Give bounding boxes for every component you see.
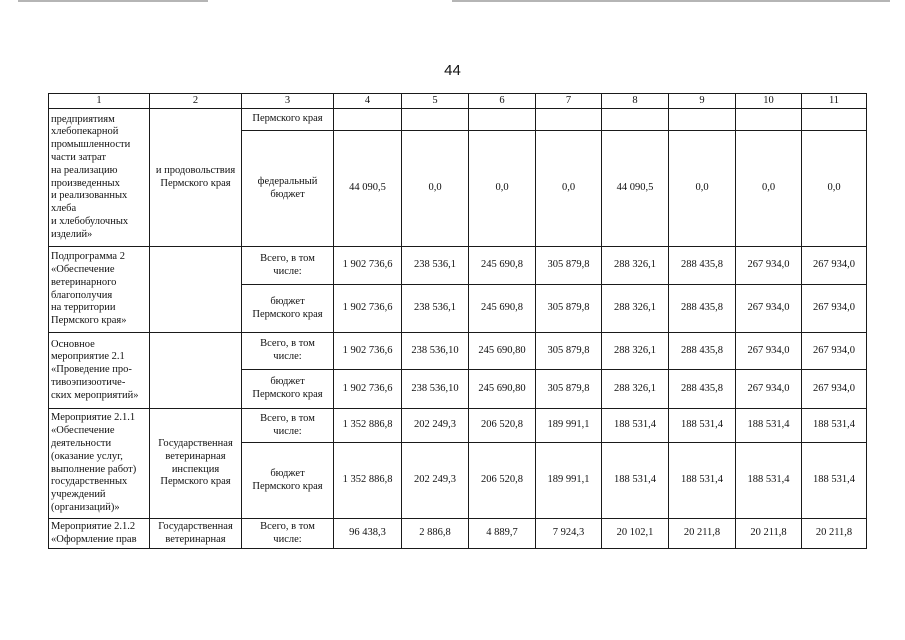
amount-cell: 7 924,3 bbox=[536, 519, 602, 549]
amount-cell: 188 531,4 bbox=[669, 443, 736, 519]
amount-cell: 267 934,0 bbox=[802, 285, 867, 333]
amount-cell: 288 326,1 bbox=[602, 370, 669, 409]
amount-cell: 267 934,0 bbox=[736, 333, 802, 370]
amount-cell: 267 934,0 bbox=[802, 333, 867, 370]
amount-cell: 0,0 bbox=[536, 131, 602, 247]
cell-line: промышленности bbox=[51, 139, 131, 151]
amount-cell: 245 690,8 bbox=[469, 247, 536, 285]
amount-cell: 267 934,0 bbox=[802, 370, 867, 409]
cell-line: «Проведение про- bbox=[51, 364, 132, 376]
amount-cell: 189 991,1 bbox=[536, 443, 602, 519]
cell-line: «Оформление прав bbox=[51, 533, 137, 545]
amount-cell bbox=[802, 109, 867, 131]
amount-cell: 238 536,1 bbox=[402, 285, 469, 333]
amount-cell: 189 991,1 bbox=[536, 409, 602, 443]
cell-line: «Обеспечение bbox=[51, 263, 115, 275]
program-name-cell bbox=[49, 109, 150, 247]
column-number: 2 bbox=[150, 94, 242, 109]
cell-line: ветеринарная bbox=[165, 450, 226, 462]
executor-cell bbox=[150, 333, 242, 409]
cell-line: числе: bbox=[273, 425, 302, 437]
program-name-cell bbox=[49, 519, 150, 549]
amount-cell: 188 531,4 bbox=[802, 409, 867, 443]
cell-line: Всего, в том bbox=[260, 520, 315, 532]
cell-line: части затрат bbox=[51, 151, 106, 163]
cell-line: на территории bbox=[51, 302, 116, 314]
amount-cell: 0,0 bbox=[469, 131, 536, 247]
cell-line: бюджет bbox=[270, 188, 305, 200]
cell-line: (организаций)» bbox=[51, 501, 120, 513]
amount-cell: 267 934,0 bbox=[736, 285, 802, 333]
funding-source-cell bbox=[242, 519, 334, 549]
amount-cell: 267 934,0 bbox=[736, 247, 802, 285]
cell-line: и продовольствия bbox=[155, 164, 236, 176]
amount-cell: 96 438,3 bbox=[334, 519, 402, 549]
cell-line: тивоэпизоотиче- bbox=[51, 376, 126, 388]
amount-cell: 245 690,80 bbox=[469, 333, 536, 370]
amount-cell: 305 879,8 bbox=[536, 333, 602, 370]
amount-cell: 288 326,1 bbox=[602, 285, 669, 333]
cell-line: числе: bbox=[273, 265, 302, 277]
amount-cell: 288 435,8 bbox=[669, 333, 736, 370]
amount-cell: 1 902 736,6 bbox=[334, 247, 402, 285]
cell-line: Пермского края bbox=[160, 476, 231, 488]
funding-source-cell bbox=[242, 109, 334, 131]
column-number: 7 bbox=[536, 94, 602, 109]
cell-line: Мероприятие 2.1.1 bbox=[51, 412, 136, 424]
executor-cell bbox=[150, 247, 242, 333]
amount-cell: 0,0 bbox=[669, 131, 736, 247]
amount-cell: 1 902 736,6 bbox=[334, 285, 402, 333]
funding-source-cell bbox=[242, 333, 334, 370]
amount-cell: 288 435,8 bbox=[669, 285, 736, 333]
cell-line: Пермского края bbox=[252, 389, 323, 400]
program-name-cell bbox=[49, 333, 150, 409]
cell-line: Всего, в том bbox=[260, 412, 315, 424]
cell-line: «Обеспечение bbox=[51, 425, 115, 437]
table-row bbox=[49, 409, 867, 443]
amount-cell: 238 536,10 bbox=[402, 333, 469, 370]
amount-cell: 1 902 736,6 bbox=[334, 370, 402, 409]
amount-cell: 288 326,1 bbox=[602, 333, 669, 370]
amount-cell bbox=[402, 109, 469, 131]
amount-cell: 1 352 886,8 bbox=[334, 409, 402, 443]
cell-line: бюджет bbox=[270, 295, 305, 307]
amount-cell: 0,0 bbox=[402, 131, 469, 247]
amount-cell bbox=[469, 109, 536, 131]
amount-cell: 0,0 bbox=[736, 131, 802, 247]
funding-source-cell bbox=[242, 285, 334, 333]
amount-cell: 188 531,4 bbox=[802, 443, 867, 519]
amount-cell: 267 934,0 bbox=[802, 247, 867, 285]
amount-cell: 20 211,8 bbox=[736, 519, 802, 549]
cell-line: числе: bbox=[273, 533, 302, 545]
amount-cell: 202 249,3 bbox=[402, 409, 469, 443]
amount-cell: 245 690,8 bbox=[469, 285, 536, 333]
cell-line: деятельности bbox=[51, 437, 112, 449]
cell-line: государственных bbox=[51, 476, 128, 488]
amount-cell: 1 902 736,6 bbox=[334, 333, 402, 370]
cell-line: ских мероприятий» bbox=[51, 389, 139, 401]
amount-cell bbox=[536, 109, 602, 131]
cell-line: благополучия bbox=[51, 289, 113, 301]
amount-cell: 267 934,0 bbox=[736, 370, 802, 409]
table-row bbox=[49, 333, 867, 370]
page-number: 44 bbox=[444, 62, 461, 79]
cell-line: Государственная bbox=[158, 520, 233, 532]
amount-cell bbox=[602, 109, 669, 131]
cell-line: мероприятие 2.1 bbox=[51, 351, 125, 363]
cell-line: произведенных bbox=[51, 177, 120, 189]
cell-line: Пермского края bbox=[252, 113, 323, 125]
amount-cell bbox=[334, 109, 402, 131]
amount-cell: 1 352 886,8 bbox=[334, 443, 402, 519]
cell-line: выполнение работ) bbox=[51, 463, 137, 475]
column-number-row bbox=[49, 94, 867, 109]
amount-cell: 206 520,8 bbox=[469, 409, 536, 443]
funding-source-cell bbox=[242, 247, 334, 285]
amount-cell: 20 211,8 bbox=[669, 519, 736, 549]
column-number: 11 bbox=[802, 94, 867, 109]
amount-cell: 44 090,5 bbox=[602, 131, 669, 247]
amount-cell bbox=[736, 109, 802, 131]
funding-source-cell bbox=[242, 409, 334, 443]
amount-cell: 44 090,5 bbox=[334, 131, 402, 247]
amount-cell: 245 690,80 bbox=[469, 370, 536, 409]
top-rule-left bbox=[18, 0, 208, 2]
program-name-cell bbox=[49, 409, 150, 519]
amount-cell: 20 211,8 bbox=[802, 519, 867, 549]
amount-cell: 288 435,8 bbox=[669, 247, 736, 285]
cell-line: и хлебобулочных bbox=[51, 215, 129, 227]
cell-line: Подпрограмма 2 bbox=[51, 251, 125, 263]
amount-cell: 305 879,8 bbox=[536, 247, 602, 285]
cell-line: на реализацию bbox=[51, 164, 118, 176]
amount-cell: 305 879,8 bbox=[536, 285, 602, 333]
amount-cell: 188 531,4 bbox=[736, 409, 802, 443]
cell-line: Мероприятие 2.1.2 bbox=[51, 520, 136, 532]
cell-line: ветеринарного bbox=[51, 276, 117, 288]
executor-cell bbox=[150, 409, 242, 519]
amount-cell: 288 326,1 bbox=[602, 247, 669, 285]
amount-cell: 188 531,4 bbox=[602, 409, 669, 443]
column-number: 6 bbox=[469, 94, 536, 109]
amount-cell: 188 531,4 bbox=[602, 443, 669, 519]
cell-line: Всего, в том bbox=[260, 338, 315, 350]
amount-cell: 202 249,3 bbox=[402, 443, 469, 519]
cell-line: Государственная bbox=[158, 437, 233, 449]
amount-cell: 206 520,8 bbox=[469, 443, 536, 519]
amount-cell: 238 536,1 bbox=[402, 247, 469, 285]
cell-line: ветеринарная bbox=[165, 533, 226, 545]
table-row bbox=[49, 247, 867, 285]
cell-line: Пермского края bbox=[252, 308, 323, 320]
top-rule-right bbox=[452, 0, 890, 2]
column-number: 3 bbox=[242, 94, 334, 109]
cell-line: Пермского края» bbox=[51, 315, 127, 327]
amount-cell: 2 886,8 bbox=[402, 519, 469, 549]
funding-source-cell bbox=[242, 370, 334, 409]
cell-line: и реализованных bbox=[51, 190, 128, 202]
table-row bbox=[49, 109, 867, 131]
funding-source-cell bbox=[242, 131, 334, 247]
cell-line: Основное bbox=[51, 338, 95, 350]
table-row bbox=[49, 519, 867, 549]
column-number: 9 bbox=[669, 94, 736, 109]
amount-cell bbox=[669, 109, 736, 131]
amount-cell: 4 889,7 bbox=[469, 519, 536, 549]
cell-line: бюджет bbox=[270, 376, 305, 388]
cell-line: учреждений bbox=[51, 489, 106, 501]
cell-line: Пермского края bbox=[160, 177, 231, 189]
column-number: 4 bbox=[334, 94, 402, 109]
cell-line: федеральный bbox=[257, 175, 318, 187]
budget-table bbox=[48, 93, 867, 549]
cell-line: предприятиям bbox=[51, 113, 115, 125]
executor-cell bbox=[150, 109, 242, 247]
cell-line: Пермского края bbox=[252, 480, 323, 492]
cell-line: инспекция bbox=[171, 463, 220, 475]
amount-cell: 188 531,4 bbox=[736, 443, 802, 519]
table-body bbox=[49, 94, 867, 549]
executor-cell bbox=[150, 519, 242, 549]
cell-line: хлебопекарной bbox=[51, 126, 119, 138]
column-number: 1 bbox=[49, 94, 150, 109]
cell-line: бюджет bbox=[270, 467, 305, 479]
cell-line: (оказание услуг, bbox=[51, 450, 123, 462]
cell-line: изделий» bbox=[51, 228, 93, 240]
amount-cell: 188 531,4 bbox=[669, 409, 736, 443]
amount-cell: 20 102,1 bbox=[602, 519, 669, 549]
cell-line: числе: bbox=[273, 351, 302, 362]
amount-cell: 0,0 bbox=[802, 131, 867, 247]
column-number: 5 bbox=[402, 94, 469, 109]
cell-line: хлеба bbox=[51, 203, 77, 215]
amount-cell: 305 879,8 bbox=[536, 370, 602, 409]
cell-line: Всего, в том bbox=[260, 252, 315, 264]
program-name-cell bbox=[49, 247, 150, 333]
column-number: 10 bbox=[736, 94, 802, 109]
amount-cell: 288 435,8 bbox=[669, 370, 736, 409]
column-number: 8 bbox=[602, 94, 669, 109]
funding-source-cell bbox=[242, 443, 334, 519]
amount-cell: 238 536,10 bbox=[402, 370, 469, 409]
